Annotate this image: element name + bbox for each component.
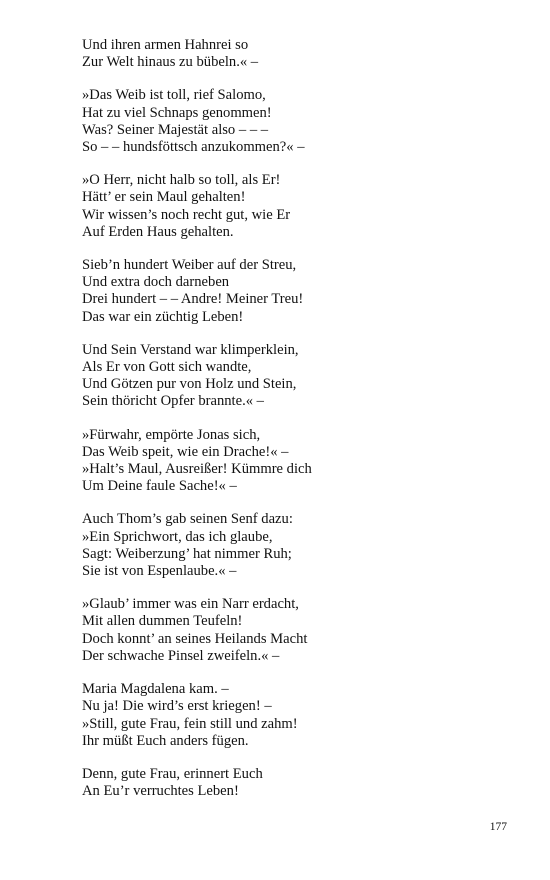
verse-line: »O Herr, nicht halb so toll, als Er! [82,172,281,189]
verse-line: Und extra doch darneben [82,274,230,291]
verse-line: Denn, gute Frau, erinnert Euch [82,765,263,782]
verse-line: Ihr müßt Euch anders fügen. [82,732,249,749]
verse-line: Drei hundert – – Andre! Meiner Treu! [82,291,304,308]
poem-text [82,37,502,816]
verse-line: Das Weib speit, wie ein Drache!« – [82,443,289,460]
verse-line: »Fürwahr, empörte Jonas sich, [82,426,261,443]
verse-line: Der schwache Pinsel zweifeln.« – [82,647,280,664]
verse-line: »Glaub’ immer was ein Narr erdacht, [82,596,299,613]
verse-line: An Eu’r verruchtes Leben! [82,783,239,800]
verse-line: Auch Thom’s gab seinen Senf dazu: [82,511,293,528]
verse-line: Sein thöricht Opfer brannte.« – [82,393,264,410]
stanza [82,596,502,665]
verse-line: Maria Magdalena kam. – [82,681,229,698]
verse-line: Und Götzen pur von Holz und Stein, [82,376,297,393]
verse-line: »Still, gute Frau, fein still und zahm! [82,715,298,732]
verse-line: »Das Weib ist toll, rief Salomo, [82,87,266,104]
verse-line: »Halt’s Maul, Ausreißer! Kümmre dich [82,461,312,478]
verse-line: Sieb’n hundert Weiber auf der Streu, [82,257,297,274]
verse-line: Zur Welt hinaus zu bübeln.« – [82,54,259,71]
stanza [82,766,502,800]
stanza [82,87,502,156]
verse-line: »Ein Sprichwort, das ich glaube, [82,528,273,545]
stanza [82,427,502,496]
stanza [82,681,502,750]
verse-line: Und ihren armen Hahnrei so [82,37,249,53]
verse-line: Was? Seiner Majestät also – – – [82,121,269,138]
stanza [82,511,502,580]
verse-line: Und Sein Verstand war klimperklein, [82,341,299,358]
verse-line: Sie ist von Espenlaube.« – [82,563,237,580]
verse-line: Hätt’ er sein Maul gehalten! [82,189,246,206]
verse-line: Das war ein züchtig Leben! [82,308,244,325]
stanza [82,342,502,411]
page-number: 177 [489,821,507,833]
verse-line: Sagt: Weiberzung’ hat nimmer Ruh; [82,545,292,562]
verse-line: Hat zu viel Schnaps genommen! [82,104,272,121]
stanza [82,257,502,326]
verse-line: Um Deine faule Sache!« – [82,478,237,495]
verse-line: Als Er von Gott sich wandte, [82,359,252,376]
verse-line: Nu ja! Die wird’s erst kriegen! – [82,698,272,715]
verse-line: So – – hundsföttsch anzukommen?« – [82,139,305,156]
verse-line: Doch konnt’ an seines Heilands Macht [82,630,308,647]
verse-line: Auf Erden Haus gehalten. [82,223,234,240]
stanza [82,37,502,71]
verse-line: Wir wissen’s noch recht gut, wie Er [82,206,291,223]
verse-line: Mit allen dummen Teufeln! [82,613,243,630]
stanza [82,172,502,241]
